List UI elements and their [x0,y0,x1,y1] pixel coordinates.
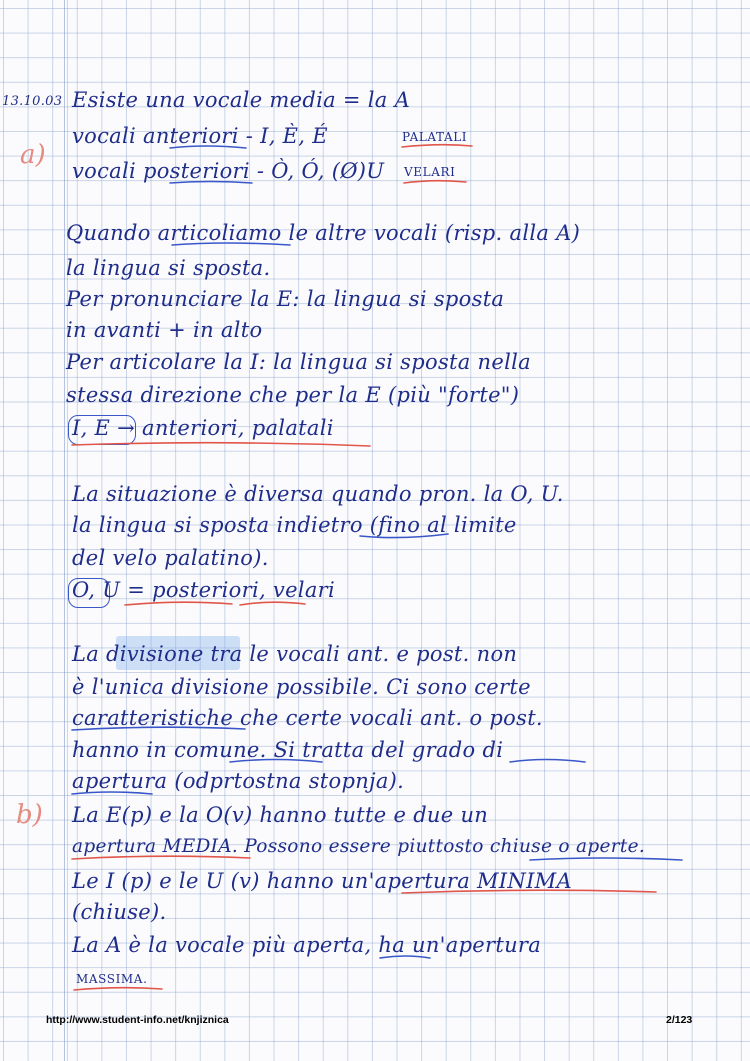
line-12: la lingua si sposta indietro (fino al limite [72,513,517,537]
line-13: del velo palatino). [72,546,269,570]
underline-anteriori-palatali [72,443,370,446]
underline-apertura [72,792,152,794]
line-6: Per pronunciare la E: la lingua si sposta [66,287,505,311]
label-velari: VELARI [404,165,456,179]
underline-comune [230,760,322,763]
line-23: (chiuse). [72,900,167,924]
line-17: caratteristiche che certe vocali ant. o post. [72,706,543,730]
line-3: vocali posteriori - Ò, Ó, (Ø)U [72,159,385,183]
underline-grado [510,760,585,763]
line-2: vocali anteriori - I, È, É [72,124,328,148]
line-10: I, E → anteriori, palatali [72,416,334,440]
underline-posteriori-2 [125,602,232,605]
page-number: 2/123 [666,1014,693,1026]
underline-velari [404,181,466,183]
line-11: La situazione è diversa quando pron. la O, U. [72,482,564,506]
underline-indietro [360,534,448,538]
line-25: MASSIMA. [76,972,148,986]
footer-url[interactable]: http://www.student-info.net/knjiznica [46,1014,229,1026]
line-9: stessa direzione che per la E (più "forte") [66,383,520,407]
underline-palatali [402,145,472,147]
underline-caratteristiche [72,727,245,730]
line-22: Le I (p) e le U (v) hanno un'apertura MINIMA [72,869,572,893]
line-14: O, U = posteriori, velari [72,578,335,602]
line-7: in avanti + in alto [66,318,263,342]
underline-chiuse-aperte [530,858,682,860]
label-palatali: PALATALI [402,130,468,144]
line-15: La divisione tra le vocali ant. e post. non [72,642,518,666]
line-19: apertura (odprtostna stopnja). [72,769,405,793]
underline-posteriori [170,182,252,184]
line-4: Quando articoliamo le altre vocali (risp. alla A) [66,221,581,245]
line-5: la lingua si sposta. [66,256,271,280]
line-18: hanno in comune. Si tratta del grado di [72,738,504,762]
underline-aperta [380,956,430,958]
underline-minima [402,890,656,893]
line-8: Per articolare la I: la lingua si sposta nella [66,350,531,374]
underline-anteriori [170,146,246,148]
line-24: La A è la vocale più aperta, ha un'apertura [72,933,542,957]
underline-apertura-media [72,856,250,859]
underline-massima [74,988,162,990]
date: 13.10.03 [2,94,63,109]
line-16: è l'unica divisione possibile. Ci sono certe [72,675,531,699]
margin-mark-a: a) [20,140,46,170]
margin-mark-b: b) [16,800,43,830]
line-20: La E(p) e la O(v) hanno tutte e due un [72,803,489,827]
underline-velari-2 [240,602,305,605]
line-21: apertura MEDIA. Possono essere piuttosto chiuse o aperte. [72,836,646,857]
underline-articoliamo [172,243,290,245]
line-1: Esiste una vocale media = la A [72,88,411,112]
